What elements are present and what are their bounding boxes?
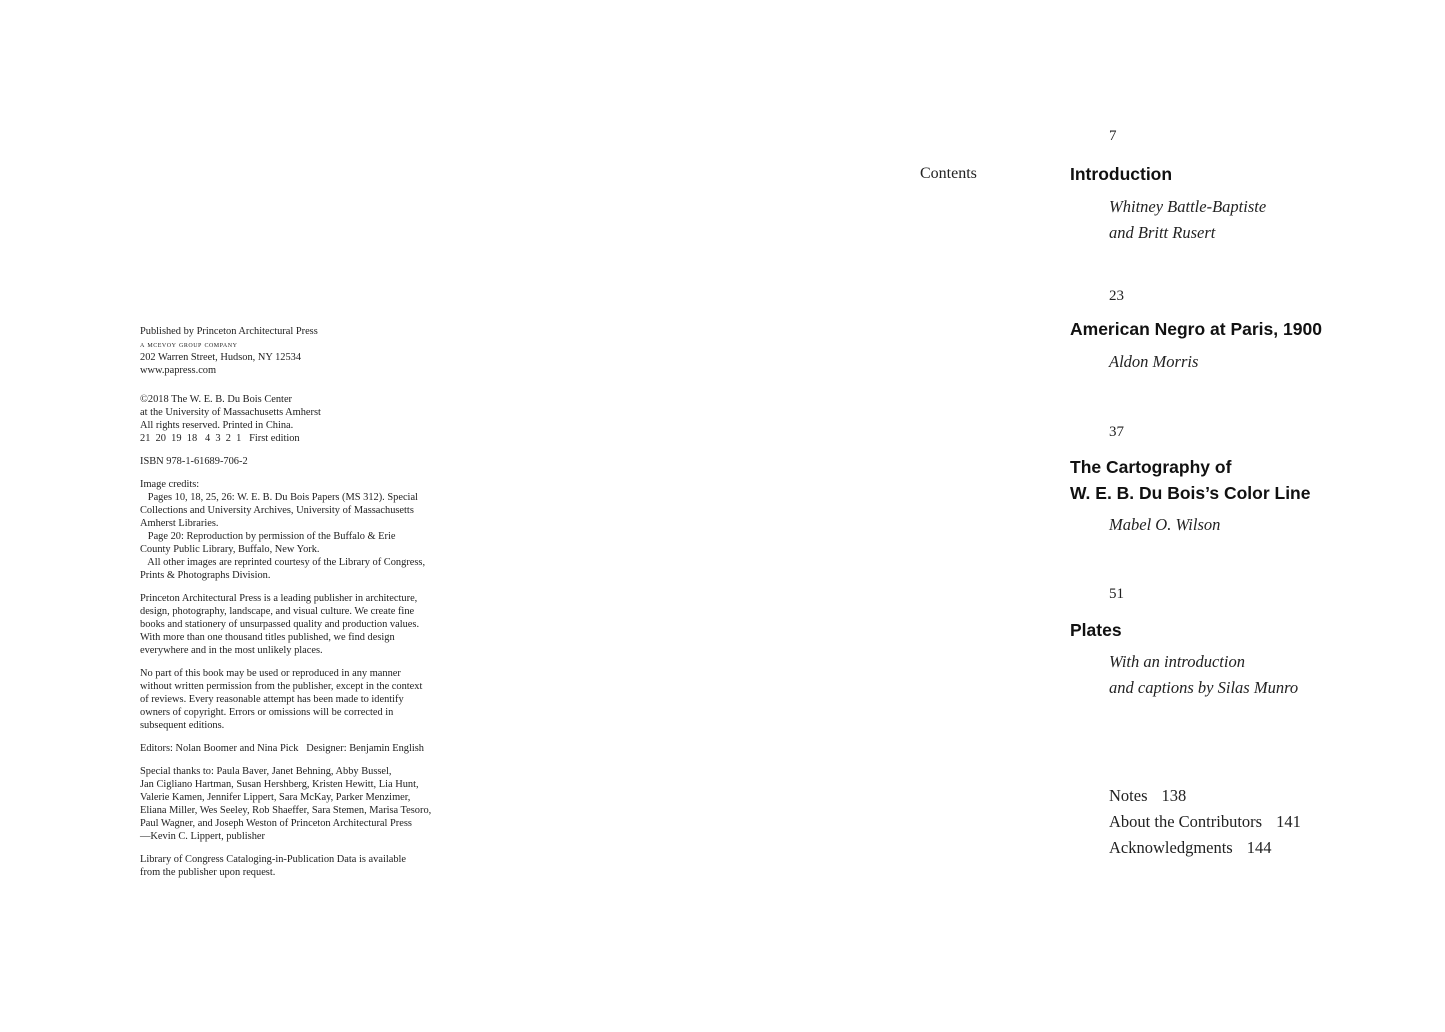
about-line: With more than one thousand titles published, we find design xyxy=(140,632,395,643)
about-press-block xyxy=(140,592,450,657)
rights-line: of reviews. Every reasonable attempt has been made to identify xyxy=(140,694,404,705)
thanks-line: Paul Wagner, and Joseph Weston of Princeton Architectural Press xyxy=(140,818,412,829)
toc-author: Mabel O. Wilson xyxy=(1109,515,1221,534)
cip-block xyxy=(140,853,450,879)
publisher-line: www.papress.com xyxy=(140,365,217,376)
thanks-line: —Kevin C. Lippert, publisher xyxy=(140,831,265,842)
back-matter-list xyxy=(1109,783,1301,861)
toc-page-number: 23 xyxy=(1109,288,1124,304)
rights-line: without written permission from the publisher, except in the context xyxy=(140,681,423,692)
about-line: books and stationery of unsurpassed quality and production values. xyxy=(140,619,420,630)
toc-page-number: 51 xyxy=(1109,586,1124,602)
toc-title: The Cartography of xyxy=(1070,457,1232,477)
credits-line: Prints & Photographs Division. xyxy=(140,570,271,581)
toc-author: With an introduction xyxy=(1109,652,1245,671)
toc-label: Notes xyxy=(1109,786,1148,805)
toc-label: Acknowledgments xyxy=(1109,838,1233,857)
about-line: design, photography, landscape, and visual culture. We create fine xyxy=(140,606,415,617)
rights-line: owners of copyright. Errors or omissions will be corrected in xyxy=(140,707,394,718)
about-line: everywhere and in the most unlikely places. xyxy=(140,645,323,656)
copyright-line: at the University of Massachusetts Amherst xyxy=(140,407,321,418)
editors-line: Editors: Nolan Boomer and Nina Pick Designer: Benjamin English xyxy=(140,743,424,754)
toc-author: and Britt Rusert xyxy=(1109,223,1216,242)
toc-entry-notes[interactable] xyxy=(1109,783,1301,809)
thanks-line: Special thanks to: Paula Baver, Janet Behning, Abby Bussel, xyxy=(140,766,392,777)
toc-author: Whitney Battle-Baptiste xyxy=(1109,197,1267,216)
toc-title: W. E. B. Du Bois’s Color Line xyxy=(1070,483,1311,503)
copyright-block xyxy=(140,393,450,445)
toc-author: Aldon Morris xyxy=(1109,352,1199,371)
rights-block xyxy=(140,667,450,732)
thanks-block xyxy=(140,765,450,843)
credits-line: Amherst Libraries. xyxy=(140,518,219,529)
rights-line: subsequent editions. xyxy=(140,720,225,731)
credits-line: Image credits: xyxy=(140,479,200,490)
thanks-line: Valerie Kamen, Jennifer Lippert, Sara McKay, Parker Menzimer, xyxy=(140,792,411,803)
cip-line: Library of Congress Cataloging-in-Publication Data is available xyxy=(140,854,407,865)
toc-page-number: 37 xyxy=(1109,424,1124,440)
publisher-block xyxy=(140,325,450,377)
image-credits-block xyxy=(140,478,450,582)
toc-entry-contributors[interactable] xyxy=(1109,809,1301,835)
contents-heading: Contents xyxy=(920,165,977,182)
cip-line: from the publisher upon request. xyxy=(140,867,276,878)
thanks-line: Eliana Miller, Wes Seeley, Rob Shaeffer, Sara Stemen, Marisa Tesoro, xyxy=(140,805,432,816)
credits-line: Collections and University Archives, University of Massachusetts xyxy=(140,505,414,516)
toc-label: About the Contributors xyxy=(1109,812,1263,831)
credits-line: County Public Library, Buffalo, New York. xyxy=(140,544,320,555)
publisher-line: a mcevoy group company xyxy=(140,340,238,349)
editors-block xyxy=(140,742,450,755)
toc-author: and captions by Silas Munro xyxy=(1109,678,1299,697)
toc-title: Introduction xyxy=(1070,164,1173,184)
credits-line: Page 20: Reproduction by permission of the Buffalo & Erie xyxy=(140,531,396,542)
toc-page-number: 141 xyxy=(1276,812,1301,831)
isbn: ISBN 978-1-61689-706-2 xyxy=(140,456,248,467)
toc-title: American Negro at Paris, 1900 xyxy=(1070,319,1322,339)
toc-page-number: 138 xyxy=(1161,786,1187,805)
rights-line: No part of this book may be used or reproduced in any manner xyxy=(140,668,401,679)
credits-line: Pages 10, 18, 25, 26: W. E. B. Du Bois Papers (MS 312). Special xyxy=(140,492,418,503)
toc-page-number: 7 xyxy=(1109,128,1117,144)
copyright-line: 21 20 19 18 4 3 2 1 First edition xyxy=(140,433,300,444)
toc-entry-acknowledgments[interactable] xyxy=(1109,835,1301,861)
credits-line: All other images are reprinted courtesy of the Library of Congress, xyxy=(140,557,426,568)
copyright-line: All rights reserved. Printed in China. xyxy=(140,420,294,431)
thanks-line: Jan Cigliano Hartman, Susan Hershberg, Kristen Hewitt, Lia Hunt, xyxy=(140,779,419,790)
isbn-block xyxy=(140,455,450,468)
about-line: Princeton Architectural Press is a leading publisher in architecture, xyxy=(140,593,418,604)
colophon xyxy=(140,325,450,889)
toc-title: Plates xyxy=(1070,620,1122,640)
toc-page-number: 144 xyxy=(1246,838,1272,857)
copyright-line: ©2018 The W. E. B. Du Bois Center xyxy=(140,394,293,405)
publisher-line: Published by Princeton Architectural Press xyxy=(140,326,318,337)
publisher-line: 202 Warren Street, Hudson, NY 12534 xyxy=(140,352,302,363)
